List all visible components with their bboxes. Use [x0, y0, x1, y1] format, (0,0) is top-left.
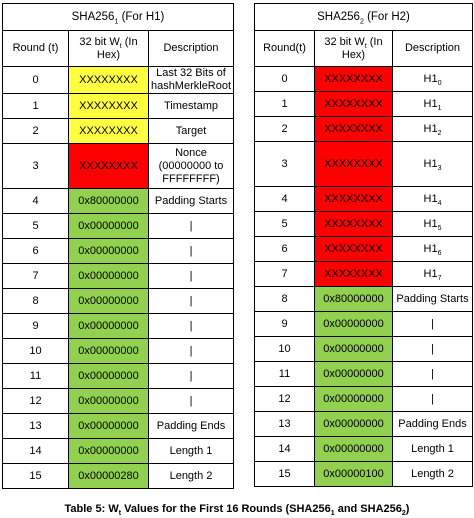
description-cell [393, 337, 473, 362]
description-text: H1 [423, 192, 438, 205]
description-text: Timestamp [164, 99, 218, 112]
description-text: | [189, 369, 193, 382]
round-cell: 0 [3, 67, 69, 94]
table-row [255, 287, 473, 312]
description-text: Padding Ends [398, 417, 467, 430]
round-cell: 13 [3, 414, 69, 439]
sha256-1-table [2, 3, 234, 489]
table-header-row [255, 31, 473, 67]
description-cell [393, 412, 473, 437]
wt-value-cell: 0x00000000 [69, 289, 149, 314]
description-text: Padding Starts [396, 292, 469, 305]
table-row [3, 119, 234, 144]
round-cell: 10 [255, 337, 315, 362]
round-cell: 15 [3, 464, 69, 489]
description-cell [149, 94, 234, 119]
round-cell: 11 [3, 364, 69, 389]
wt-value-cell: 0x00000000 [69, 314, 149, 339]
description-cell [149, 214, 234, 239]
description-text: | [189, 394, 193, 407]
table-row [255, 387, 473, 412]
description-text: Padding Ends [156, 419, 226, 432]
wt-value-cell: XXXXXXXX [315, 237, 393, 262]
table-row [3, 389, 234, 414]
wt-value-cell: 0x80000000 [315, 287, 393, 312]
table-row [255, 312, 473, 337]
description-cell [149, 289, 234, 314]
table-row [3, 414, 234, 439]
table-row [255, 412, 473, 437]
table-row [255, 187, 473, 212]
description-cell [149, 439, 234, 464]
description-text: | [431, 317, 434, 330]
table-title-row [255, 4, 473, 31]
table-row [255, 462, 473, 487]
wt-value-cell: 0x00000100 [315, 462, 393, 487]
table-row [3, 264, 234, 289]
description-text: H1 [423, 72, 438, 85]
description-cell [393, 142, 473, 187]
description-text: Target [175, 124, 207, 137]
round-cell: 4 [255, 187, 315, 212]
description-text: H1 [423, 217, 438, 230]
table-row [255, 262, 473, 287]
description-text: H1 [423, 97, 438, 110]
wt-value-cell: 0x00000000 [69, 339, 149, 364]
header-description: Description [393, 31, 473, 67]
description-cell [393, 117, 473, 142]
round-cell: 8 [3, 289, 69, 314]
description-cell [149, 339, 234, 364]
round-cell: 4 [3, 189, 69, 214]
description-subscript: 5 [437, 224, 442, 232]
header-description: Description [149, 31, 234, 67]
table-row [255, 362, 473, 387]
description-cell [393, 312, 473, 337]
description-text: | [431, 392, 434, 405]
description-text: | [189, 344, 193, 357]
wt-value-cell: XXXXXXXX [69, 67, 149, 94]
table-row [3, 364, 234, 389]
wt-value-cell: XXXXXXXX [315, 67, 393, 92]
description-cell [149, 119, 234, 144]
wt-value-cell: 0x00000000 [69, 264, 149, 289]
table-row [255, 337, 473, 362]
description-text: | [189, 219, 193, 232]
description-cell [393, 67, 473, 92]
wt-value-cell: 0x80000000 [69, 189, 149, 214]
description-cell [149, 314, 234, 339]
table-body [3, 4, 234, 489]
description-cell [393, 287, 473, 312]
description-text: | [189, 244, 193, 257]
description-cell [149, 364, 234, 389]
round-cell: 5 [255, 212, 315, 237]
description-text: | [431, 342, 434, 355]
round-cell: 13 [255, 412, 315, 437]
description-subscript: 3 [437, 164, 442, 172]
table-row [255, 237, 473, 262]
round-cell: 3 [3, 144, 69, 189]
description-cell [149, 389, 234, 414]
round-cell: 9 [3, 314, 69, 339]
wt-value-cell: 0x00000000 [315, 312, 393, 337]
wt-value-cell: 0x00000000 [69, 239, 149, 264]
table-row [3, 214, 234, 239]
description-cell [149, 239, 234, 264]
description-text: Last 32 Bits of hashMerkleRoot [150, 67, 232, 92]
table-row [3, 464, 234, 489]
description-cell [393, 262, 473, 287]
description-text: Length 2 [411, 467, 454, 480]
table-row [3, 239, 234, 264]
table-row [3, 189, 234, 214]
description-cell [393, 212, 473, 237]
wt-value-cell: 0x00000000 [315, 362, 393, 387]
description-text: H1 [423, 242, 438, 255]
description-text: | [189, 269, 193, 282]
wt-value-cell: XXXXXXXX [315, 142, 393, 187]
wt-value-cell: 0x00000280 [69, 464, 149, 489]
description-cell [393, 187, 473, 212]
wt-value-cell: XXXXXXXX [69, 119, 149, 144]
round-cell: 14 [3, 439, 69, 464]
wt-value-cell: XXXXXXXX [69, 144, 149, 189]
description-text: Length 2 [169, 469, 213, 482]
description-cell [149, 189, 234, 214]
wt-value-cell: XXXXXXXX [315, 117, 393, 142]
round-cell: 3 [255, 142, 315, 187]
wt-value-cell: XXXXXXXX [315, 262, 393, 287]
round-cell: 7 [255, 262, 315, 287]
description-cell [393, 462, 473, 487]
wt-value-cell: 0x00000000 [69, 389, 149, 414]
round-cell: 6 [255, 237, 315, 262]
table-row [3, 289, 234, 314]
table-row [3, 67, 234, 94]
wt-value-cell: 0x00000000 [315, 337, 393, 362]
round-cell: 11 [255, 362, 315, 387]
wt-value-cell: 0x00000000 [315, 412, 393, 437]
round-cell: 7 [3, 264, 69, 289]
wt-value-cell: 0x00000000 [315, 387, 393, 412]
table-row [255, 437, 473, 462]
description-subscript: 0 [437, 79, 442, 87]
wt-value-cell: XXXXXXXX [315, 212, 393, 237]
description-cell [393, 437, 473, 462]
description-cell [149, 67, 234, 94]
table-row [255, 212, 473, 237]
table-row [255, 117, 473, 142]
header-wt: 32 bit $W_t$ (In Hex) [315, 31, 393, 67]
description-subscript: 1 [437, 104, 442, 112]
description-text: | [431, 367, 434, 380]
sha256-2-table [254, 3, 473, 487]
table-row [3, 439, 234, 464]
round-cell: 14 [255, 437, 315, 462]
header-round: Round (t) [3, 31, 69, 67]
wt-value-cell: 0x00000000 [69, 439, 149, 464]
wt-value-cell: 0x00000000 [69, 364, 149, 389]
description-text: Length 1 [411, 442, 454, 455]
description-text: Length 1 [169, 444, 213, 457]
round-cell: 15 [255, 462, 315, 487]
round-cell: 1 [255, 92, 315, 117]
description-cell [149, 464, 234, 489]
description-subscript: 7 [437, 274, 442, 282]
table-title-row [3, 4, 234, 31]
round-cell: 6 [3, 239, 69, 264]
wt-value-cell: 0x00000000 [69, 414, 149, 439]
description-cell [393, 387, 473, 412]
round-cell: 9 [255, 312, 315, 337]
wt-value-cell: XXXXXXXX [315, 92, 393, 117]
description-cell [149, 264, 234, 289]
round-cell: 8 [255, 287, 315, 312]
description-cell [149, 144, 234, 189]
description-cell [393, 237, 473, 262]
table-row [255, 142, 473, 187]
round-cell: 12 [3, 389, 69, 414]
description-cell [393, 92, 473, 117]
table-row [3, 144, 234, 189]
table-title: $SHA256_1$ (For H1) [3, 4, 234, 31]
round-cell: 2 [3, 119, 69, 144]
wt-value-cell: XXXXXXXX [69, 94, 149, 119]
round-cell: 5 [3, 214, 69, 239]
wt-value-cell: XXXXXXXX [315, 187, 393, 212]
round-cell: 2 [255, 117, 315, 142]
round-cell: 12 [255, 387, 315, 412]
table-caption: Table 5: $W_t$ Values for the First 16 Rounds ($SHA256_1$ and $SHA256_2$) [64, 503, 410, 518]
table-title: $SHA256_2$ (For H2) [255, 4, 473, 31]
description-text: | [189, 319, 193, 332]
round-cell: 1 [3, 94, 69, 119]
description-subscript: 2 [437, 129, 442, 137]
description-subscript: 6 [437, 249, 442, 257]
description-subscript: 4 [437, 199, 442, 207]
table-row [3, 314, 234, 339]
wt-value-cell: 0x00000000 [315, 437, 393, 462]
description-text: | [189, 294, 193, 307]
description-text: Padding Starts [154, 194, 228, 207]
table-row [3, 339, 234, 364]
table-row [3, 94, 234, 119]
description-text: H1 [423, 157, 438, 170]
table-body [255, 4, 473, 487]
description-text: H1 [423, 122, 438, 135]
table-row [255, 92, 473, 117]
table-row [255, 67, 473, 92]
table-header-row [3, 31, 234, 67]
wt-value-cell: 0x00000000 [69, 214, 149, 239]
description-text: Nonce (00000000 to FFFFFFFF) [158, 146, 224, 185]
description-cell [393, 362, 473, 387]
round-cell: 0 [255, 67, 315, 92]
description-text: H1 [423, 267, 438, 280]
header-wt: 32 bit $W_t$ (In Hex) [69, 31, 149, 67]
round-cell: 10 [3, 339, 69, 364]
description-cell [149, 414, 234, 439]
header-round: Round(t) [255, 31, 315, 67]
